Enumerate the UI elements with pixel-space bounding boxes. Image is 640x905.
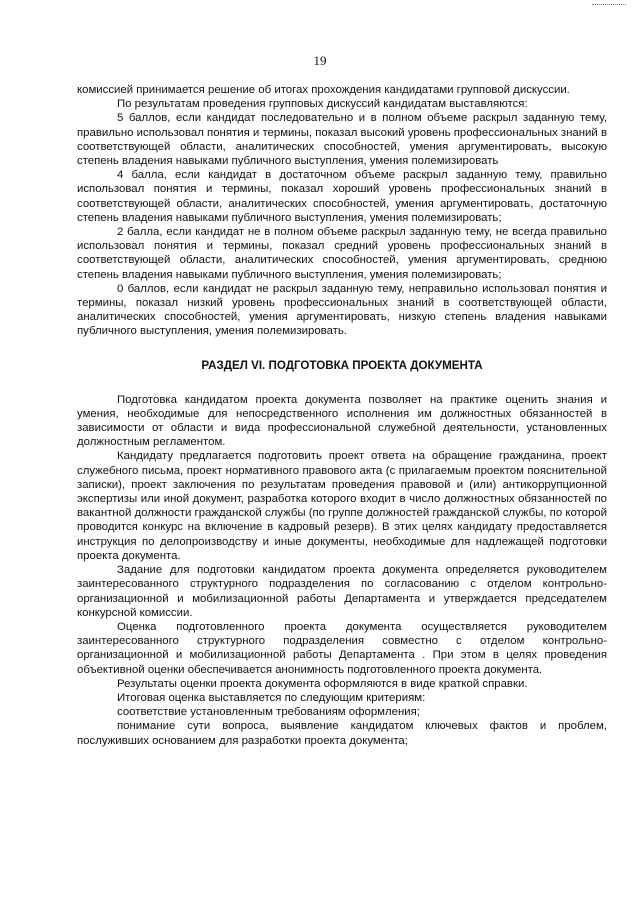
page-number: 19 xyxy=(313,53,327,68)
paragraph: По результатам проведения групповых дискуссий кандидатам выставляются: xyxy=(117,98,528,111)
scan-edge-mark xyxy=(592,4,626,5)
paragraph: Кандидату предлагается подготовить проект ответа на обращение гражданина, проект служебного письма, проект нормативного правового акта (с прилагаемым проектом пояснительной записки), проект заключения по результатам проведения правовой и (или) антикоррупционной экспертизы или иной документ, разработка которого входит в число должностных обязанностей по вакантной должности гражданской службы (по группе должностей гражданской службы, по которой проводится конкурс на включение в кадровый резерв). В этих целях кандидату предоставляется инструкция по делопроизводству и иные документы, необходимые для надлежащей подготовки проекта документа. xyxy=(77,450,608,562)
paragraph: 2 балла, если кандидат не в полном объеме раскрыл заданную тему, не всегда правильно использовал понятия и термины, показал средний уровень профессиональных знаний в соответствующей области, аналитических способностей, умения аргументировать, среднюю степень владения навыками публичного выступления, умения полемизировать; xyxy=(77,226,607,281)
paragraph: Задание для подготовки кандидатом проекта документа определяется руководителем заинтересованного структурного подразделения по согласованию с отделом контрольно-организационной и мобилизационной работы Департамента и утверждается председателем конкурсной комиссии. xyxy=(77,564,607,619)
paragraph: 4 балла, если кандидат в достаточном объеме раскрыл заданную тему, правильно использовал понятия и термины, показал хороший уровень профессиональных знаний в соответствующей области, аналитических способностей, умения аргументировать, достаточную степень владения навыками публичного выступления, умения полемизировать; xyxy=(77,169,607,224)
paragraph: Оценка подготовленного проекта документа осуществляется руководителем заинтересованного структурного подразделения совместно с отделом контрольно-организационной и мобилизационной работы Департамента . При этом в целях проведения объективной оценки обеспечивается анонимность подготовленного проекта документа. xyxy=(77,620,607,676)
paragraph: Результаты оценки проекта документа оформляются в виде краткой справки. xyxy=(117,677,528,690)
section-title: РАЗДЕЛ VI. ПОДГОТОВКА ПРОЕКТА ДОКУМЕНТА xyxy=(201,358,483,372)
paragraphs-after-section xyxy=(77,393,607,748)
paragraph: понимание сути вопроса, выявление кандидатом ключевых фактов и проблем, послуживших основанием для разработки проекта документа; xyxy=(77,720,607,747)
document-body xyxy=(77,83,607,748)
paragraph: Итоговая оценка выставляется по следующим критериям: xyxy=(117,691,426,704)
paragraphs-before-section xyxy=(77,83,607,339)
paragraph: 0 баллов, если кандидат не раскрыл заданную тему, неправильно использовал понятия и термины, показал низкий уровень профессиональных знаний в соответствующей области, аналитических способностей, умения аргументировать, низкую степень владения навыками публичного выступления, умения полемизировать. xyxy=(77,282,607,338)
paragraph: 5 баллов, если кандидат последовательно и в полном объеме раскрыл заданную тему, правильно использовал понятия и термины, показал высокий уровень профессиональных знаний в соответствующей области, аналитических способностей, умения аргументировать, высокую степень владения навыками публичного выступления, умения полемизировать xyxy=(77,112,607,168)
paragraph: соответствие установленным требованиям оформления; xyxy=(117,706,420,719)
paragraph: комиссией принимается решение об итогах прохождения кандидатами групповой дискуссии. xyxy=(77,84,570,96)
paragraph: Подготовка кандидатом проекта документа позволяет на практике оценить знания и умения, необходимые для непосредственного исполнения им должностных обязанностей в зависимости от области и вида профессиональной служебной деятельности, установленных должностным регламентом. xyxy=(77,393,607,449)
